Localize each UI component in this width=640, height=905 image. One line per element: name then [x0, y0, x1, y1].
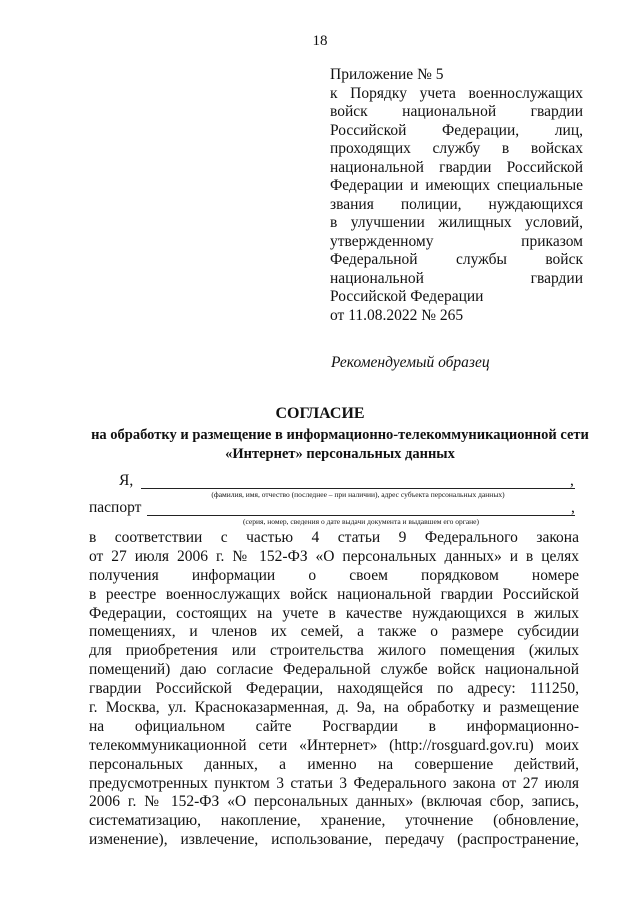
body-line: получения информации о своем порядковом номере: [89, 566, 579, 584]
name-tail: ,: [570, 472, 574, 489]
body-line: для приобретения или строительства жилого помещения (жилых: [89, 642, 579, 660]
appendix-line: войск национальной гвардии: [330, 103, 583, 120]
subtitle-line: «Интернет» персональных данных: [225, 446, 455, 462]
appendix-line: в улучшении жилищных условий,: [330, 214, 583, 231]
appendix-line: от 11.08.2022 № 265: [330, 306, 464, 324]
name-field-hint: (фамилия, имя, отчество (последнее – при наличии), адрес субъекта персональных данных): [211, 490, 505, 499]
document-subtitle: [0, 426, 640, 464]
passport-tail: ,: [571, 499, 575, 516]
appendix-line: Федерации и имеющих специальные: [330, 177, 583, 194]
page-number: 18: [312, 33, 328, 49]
document-title: СОГЛАСИЕ: [275, 405, 365, 422]
appendix-line: национальной гвардии: [330, 269, 583, 287]
appendix-line: Российской Федерации, лиц,: [330, 121, 583, 139]
body-line: предусмотренных пунктом 3 статьи 3 Федерального закона от 27 июля: [89, 774, 579, 792]
appendix-line: Федеральной службы войск: [330, 251, 583, 268]
appendix-line: Российской Федерации: [330, 288, 484, 305]
name-field-line: [141, 488, 575, 489]
appendix-line: проходящих службу в войсках: [330, 140, 583, 157]
appendix-line: звания полиции, нуждающихся: [330, 195, 583, 213]
passport-field-line: [147, 515, 575, 516]
body-line: помещений) даю согласие Федеральной службе войск национальной: [89, 661, 579, 679]
appendix-line: национальной гвардии Российской: [330, 158, 583, 176]
body-line: помещениях, и членов их семей, а также о размере субсидии: [89, 623, 579, 641]
appendix-line: к Порядку учета военнослужащих: [330, 84, 583, 102]
body-line: Федерации, состоящих на учете в качестве нуждающихся в жилых: [89, 604, 579, 622]
body-line: в соответствии с частью 4 статьи 9 Федерального закона: [89, 529, 579, 546]
body-line: в реестре военнослужащих войск национальной гвардии Российской: [89, 585, 579, 603]
passport-field-row: [89, 499, 579, 529]
name-label: Я,: [119, 472, 134, 489]
body-line: изменение), извлечение, использование, передачу (распространение,: [89, 831, 579, 849]
appendix-block: [330, 66, 583, 325]
body-line: на официальном сайте Росгвардии в информационно-: [89, 717, 579, 735]
body-line: персональных данных, а именно на совершение действий,: [89, 755, 579, 773]
body-line: телекоммуникационной сети «Интернет» (http://rosguard.gov.ru) моих: [89, 736, 579, 754]
sample-note: Рекомендуемый образец: [331, 354, 490, 371]
passport-field-hint: (серия, номер, сведения о дате выдачи документа и выдавшем его органе): [243, 517, 479, 526]
name-field-row: [119, 472, 579, 502]
subtitle-line: на обработку и размещение в информационно-телекоммуникационной сети: [91, 427, 589, 443]
body-line: гвардии Российской Федерации, находящейся по адресу: 111250,: [89, 680, 579, 698]
body-line: систематизацию, накопление, хранение, уточнение (обновление,: [89, 812, 579, 830]
appendix-line: Приложение № 5: [330, 66, 444, 83]
body-line: г. Москва, ул. Красноказарменная, д. 9а, на обработку и размещение: [89, 699, 579, 717]
body-line: от 27 июля 2006 г. № 152-ФЗ «О персональных данных» и в целях: [89, 547, 579, 565]
passport-label: паспорт: [89, 499, 142, 516]
body-line: 2006 г. № 152-ФЗ «О персональных данных» (включая сбор, запись,: [89, 793, 579, 811]
consent-body: [89, 529, 579, 850]
appendix-line: утвержденному приказом: [330, 232, 583, 250]
